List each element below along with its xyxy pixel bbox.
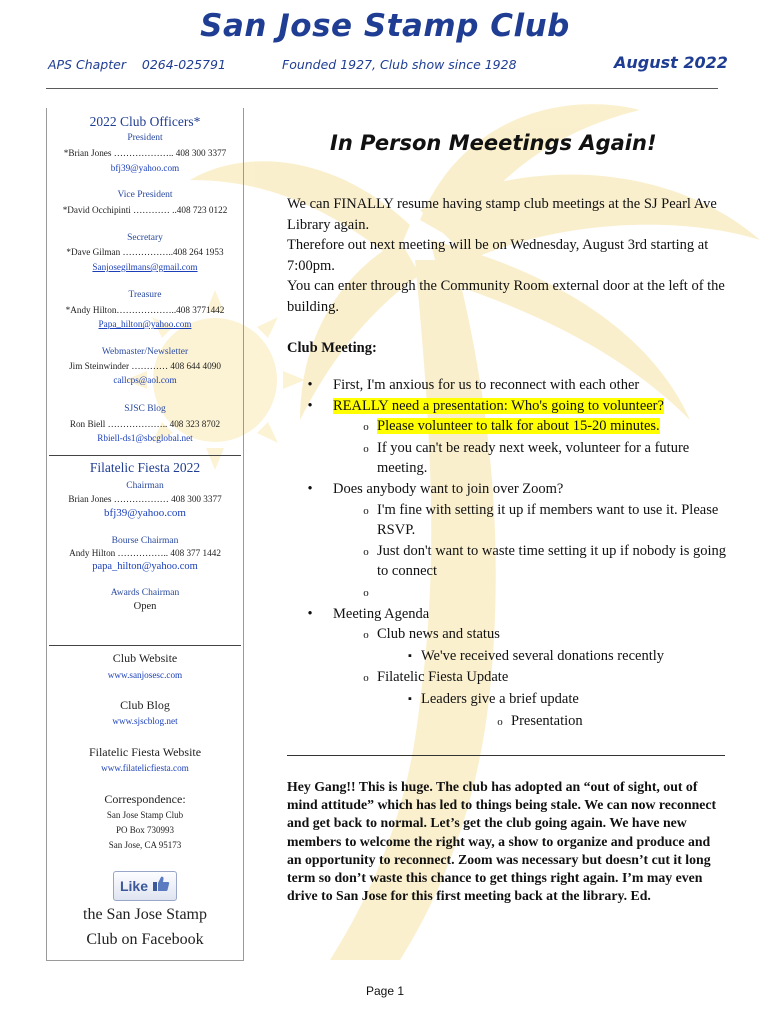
thumbs-up-icon: [152, 875, 170, 898]
agenda-item-text: Leaders give a brief update: [421, 690, 579, 707]
bullet-marker: [287, 479, 333, 500]
officer-role: SJSC Blog: [124, 404, 166, 414]
agenda-item: [287, 396, 727, 417]
bullet-marker: [287, 604, 333, 625]
officer-email[interactable]: Rbiell-ds1@sbcglobal.net: [97, 433, 193, 443]
agenda-item: [287, 689, 727, 711]
officer-line: *Andy Hilton………………..408 3771442: [65, 305, 225, 315]
page-number: Page 1: [365, 984, 405, 998]
circle-marker: [355, 500, 377, 541]
officers-sidebar: [46, 108, 244, 961]
sidebar-divider: [49, 455, 241, 456]
header-divider: [46, 88, 718, 89]
article-divider: [287, 755, 725, 756]
officer-line: *Dave Gilman ……………..408 264 1953: [66, 247, 224, 257]
agenda-item-text: We've received several donations recently: [421, 647, 664, 664]
circle-marker: [355, 541, 377, 582]
agenda-item: [287, 604, 727, 625]
circle-marker: [355, 582, 377, 604]
agenda-item: [287, 711, 727, 733]
officer-role: President: [127, 133, 163, 143]
agenda-item-text: I'm fine with setting it up if members want to use it. Please RSVP.: [377, 501, 719, 539]
bullet-marker: [287, 375, 333, 396]
facebook-like-button[interactable]: [113, 871, 177, 901]
sidebar-divider: [49, 645, 241, 646]
issue-date: August 2022: [614, 53, 728, 72]
editor-note: Hey Gang!! This is huge. The club has adopted an “out of sight, out of mind attitude” which has led to things being stale. We can now reconnect and get back to normal. Let’s get the club going again. We have new members to welcome the right way, a show to organize and produce and an opportunity to reconnect. Zoom was necessary but doesn’t cut it long term so don’t waste this chance to get things right again. I’m may even drive to San Jose for this first meeting back at the library. Ed.: [287, 779, 717, 904]
facebook-caption-line: Club on Facebook: [86, 931, 204, 948]
circle-marker: [355, 624, 377, 646]
officer-line: *David Occhipinti ………… ..408 723 0122: [62, 205, 228, 215]
officer-line: *Brian Jones ……………….. 408 300 3377: [63, 148, 227, 158]
officer-email[interactable]: bfj39@yahoo.com: [110, 163, 180, 173]
square-marker: [399, 689, 421, 711]
intro-line: Therefore out next meeting will be on Wednesday, August 3rd starting at 7:00pm.: [287, 237, 709, 274]
agenda-item-text: If you can't be ready next week, volunteer for a future meeting.: [377, 439, 690, 477]
correspondence-label: Correspondence:: [104, 792, 186, 806]
circle-marker: [489, 711, 511, 733]
agenda-item-text: Meeting Agenda: [333, 605, 430, 622]
fiesta-line: Open: [133, 601, 157, 612]
club-meeting-heading: Club Meeting:: [287, 340, 377, 356]
agenda-item: [287, 479, 727, 500]
like-label: Like: [119, 878, 148, 894]
facebook-caption[interactable]: [47, 902, 243, 952]
fiesta-heading: Filatelic Fiesta 2022: [89, 460, 201, 475]
officer-email[interactable]: Papa_hilton@yahoo.com: [98, 319, 192, 329]
highlighted-text: REALLY need a presentation: Who's going to volunteer?: [333, 397, 664, 414]
fiesta-email[interactable]: papa_hilton@yahoo.com: [92, 561, 198, 572]
fiesta-website-link[interactable]: www.filatelicfiesta.com: [101, 763, 189, 773]
agenda-item-text: Club news and status: [377, 626, 500, 643]
website-link[interactable]: www.sanjosesc.com: [107, 670, 183, 680]
agenda-item-text: Just don't want to waste time setting it up if nobody is going to connect: [377, 542, 726, 580]
circle-marker: [355, 438, 377, 479]
fiesta-role: Awards Chairman: [110, 588, 180, 598]
agenda-item-text: Does anybody want to join over Zoom?: [333, 480, 564, 497]
agenda-item: [287, 438, 727, 479]
circle-marker: [355, 416, 377, 438]
officer-role: Secretary: [127, 233, 163, 243]
agenda-item: [287, 582, 727, 604]
agenda-item-text: First, I'm anxious for us to reconnect with each other: [333, 377, 640, 393]
highlighted-text: Please volunteer to talk for about 15-20 minutes.: [377, 418, 660, 435]
address-line: San Jose Stamp Club: [106, 810, 184, 820]
square-marker: [399, 646, 421, 668]
bullet-marker: [287, 396, 333, 417]
meeting-agenda-list: [287, 375, 727, 732]
agenda-item-text: [377, 582, 727, 604]
fiesta-email[interactable]: bfj39@yahoo.com: [104, 507, 186, 519]
officer-line: Jim Steinwinder ………… 408 644 4090: [69, 361, 221, 371]
blog-label: Club Blog: [120, 698, 170, 712]
fiesta-line: Brian Jones ……………… 408 300 3377: [68, 494, 222, 504]
website-label: Club Website: [112, 651, 178, 665]
officer-role: Vice President: [117, 190, 173, 200]
fiesta-role: Chairman: [126, 481, 164, 491]
fiesta-role: Bourse Chairman: [111, 536, 179, 546]
agenda-item-text: Filatelic Fiesta Update: [377, 669, 509, 686]
officer-email[interactable]: callcps@aol.com: [113, 375, 177, 385]
agenda-item: [287, 541, 727, 582]
agenda-item: [287, 624, 727, 646]
agenda-item-text: [377, 416, 727, 438]
agenda-item: [287, 416, 727, 438]
agenda-item-text: Presentation: [511, 712, 583, 729]
agenda-item: [287, 646, 727, 668]
address-line: PO Box 730993: [115, 825, 174, 835]
fiesta-website-label: Filatelic Fiesta Website: [88, 745, 202, 759]
address-line: San Jose, CA 95173: [108, 840, 182, 850]
circle-marker: [355, 667, 377, 689]
officers-heading: 2022 Club Officers*: [89, 114, 201, 129]
article-headline: In Person Meeetings Again!: [330, 131, 657, 155]
officer-role: Treasure: [128, 290, 162, 300]
officer-line: Ron Biell ……………….. 408 323 8702: [69, 419, 221, 429]
intro-line: You can enter through the Community Room external door at the left of the building.: [287, 278, 725, 315]
blog-link[interactable]: www.sjscblog.net: [112, 716, 178, 726]
intro-paragraph: [287, 194, 727, 317]
facebook-caption-line: the San Jose Stamp: [83, 906, 207, 923]
agenda-item: [287, 667, 727, 689]
aps-chapter: APS Chapter 0264-025791: [48, 57, 226, 72]
fiesta-line: Andy Hilton …………….. 408 377 1442: [69, 548, 221, 558]
agenda-item-text: [333, 396, 727, 417]
newsletter-title: San Jose Stamp Club: [200, 8, 570, 44]
agenda-item: [287, 375, 727, 396]
officer-email[interactable]: Sanjosegilmans@gmail.com: [92, 262, 198, 272]
agenda-item: [287, 500, 727, 541]
founded-line: Founded 1927, Club show since 1928: [282, 57, 517, 72]
officer-role: Webmaster/Newsletter: [101, 347, 189, 357]
intro-line: We can FINALLY resume having stamp club meetings at the SJ Pearl Ave Library again.: [287, 196, 717, 233]
